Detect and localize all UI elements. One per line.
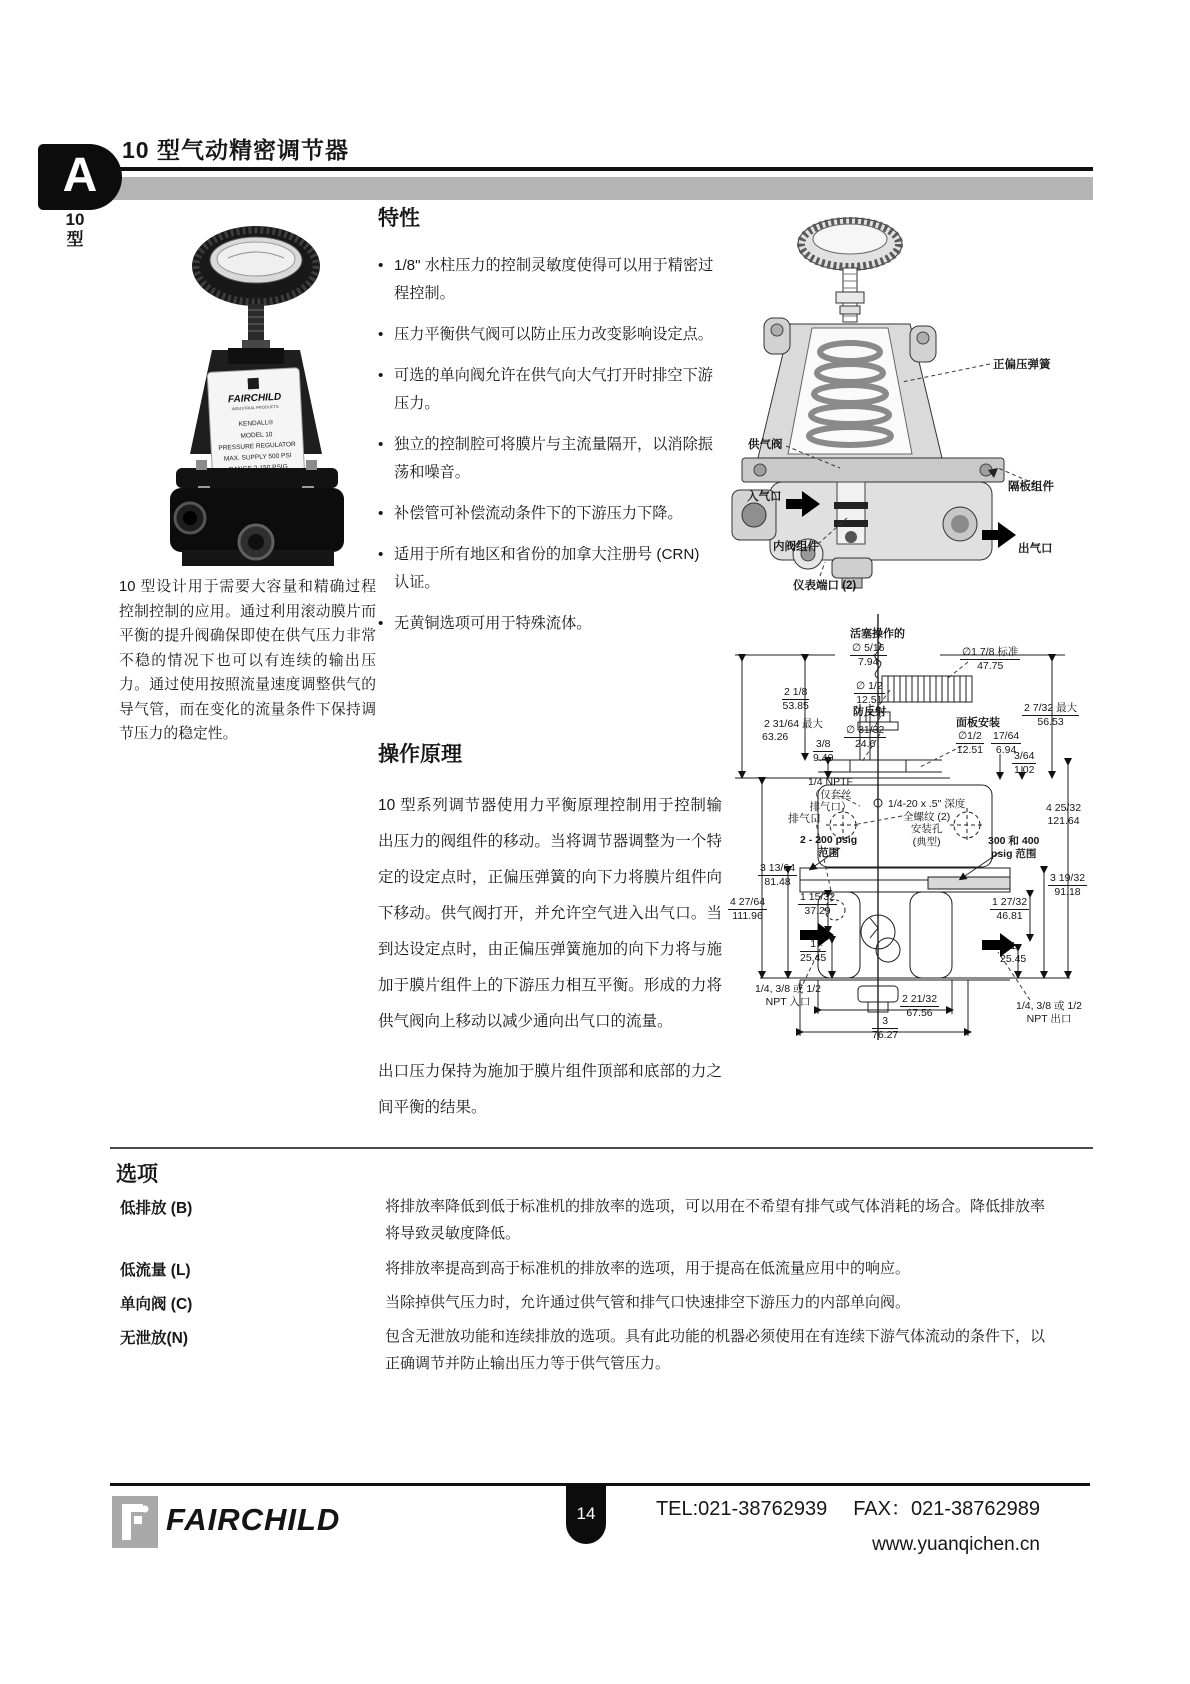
dim-stem-dia: ∅ 5/16 7.94 bbox=[852, 642, 885, 668]
label-inner-valve: 内阀组件 bbox=[773, 541, 819, 553]
cutaway-knob bbox=[798, 218, 902, 270]
label-diaphragm: 隔板组件 bbox=[1008, 481, 1054, 493]
options-heading: 选项 bbox=[116, 1163, 158, 1186]
label-range-high: 300 和 400 psig 范围 bbox=[988, 835, 1040, 860]
cutaway-diagram bbox=[690, 206, 1100, 596]
options-divider bbox=[110, 1147, 1093, 1149]
label-piston-note: 活塞操作的 bbox=[850, 628, 905, 640]
dim-2-1-8: 2 1/8 53.85 bbox=[782, 686, 809, 712]
dim-panel-dia: ∅1/2 12.51 bbox=[956, 730, 984, 756]
dim-3-64: 3/64 1.02 bbox=[1014, 750, 1035, 776]
footer-tel: TEL:021-38762939 bbox=[655, 1498, 828, 1520]
option-desc: 将排放率降低到低于标准机的排放率的选项，可以用在不希望有排气或气体消耗的场合。降低排放率将导致灵敏度降低。 bbox=[385, 1198, 1046, 1242]
feature-item: • 独立的控制腔可将膜片与主流量隔开，以消除振荡和噪音。 bbox=[378, 431, 716, 487]
label-npt-inlet: 1/4, 3/8 或 1/2 NPT 入口 bbox=[755, 983, 821, 1008]
label-gauge-port: 仪表端口 (2) bbox=[793, 580, 857, 592]
label-panel-mount: 面板安装 bbox=[956, 717, 1000, 729]
label-npt-outlet: 1/4, 3/8 或 1/2 NPT 出口 bbox=[1016, 1000, 1082, 1025]
svg-text:FAIRCHILD: FAIRCHILD bbox=[227, 391, 282, 406]
option-label: 单向阀 (C) bbox=[120, 1296, 193, 1313]
page-number-tab bbox=[566, 1484, 606, 1544]
dim-31-32-dia: ∅ 31/32 24.6 bbox=[846, 724, 885, 750]
adjust-knob bbox=[192, 226, 320, 306]
label-bias-spring: 正偏压弹簧 bbox=[993, 359, 1051, 371]
adjust-stem bbox=[242, 304, 270, 351]
option-label: 低排放 (B) bbox=[120, 1200, 193, 1217]
regulator-body bbox=[170, 488, 344, 566]
side-tab bbox=[45, 210, 105, 250]
principle-paragraph-1: 10 型系列调节器使用力平衡原理控制用于控制输出压力的阀组件的移动。当将调节器调整为一个特定的设定点时，正偏压弹簧的向下力将膜片组件向下移动。供气阀打开，并允许空气进入出气口。当到达设定点时，由正偏压弹簧施加的向下力将与施加于膜片组件上的下游压力相互平衡。形成的力将供气阀向上移动以减少通向出气口的流量。 bbox=[378, 797, 722, 1030]
cutaway-flange bbox=[742, 458, 1004, 482]
feature-item: • 适用于所有地区和省份的加拿大注册号 (CRN) 认证。 bbox=[378, 541, 716, 597]
label-anti-reflect: 防反射 bbox=[853, 706, 886, 718]
option-label: 低流量 (L) bbox=[120, 1262, 191, 1279]
label-nptf-exhaust: 1/4 NPTF （仅套丝 排气口） bbox=[808, 776, 853, 813]
footer-contact bbox=[640, 1492, 1040, 1521]
dim-1-27-32: 1 27/32 46.81 bbox=[992, 896, 1028, 922]
fairchild-wordmark: FAIRCHILD bbox=[166, 1502, 341, 1537]
principle-paragraph-2: 出口压力保持为施加于膜片组件顶部和底部的力之间平衡的结果。 bbox=[378, 1063, 722, 1116]
feature-item: • 无黄铜选项可用于特殊流体。 bbox=[378, 610, 716, 638]
svg-text:KENDALL®: KENDALL® bbox=[238, 419, 274, 428]
dim-half-dia: ∅ 1/2 12.51 bbox=[856, 680, 883, 706]
dim-3-19-32: 3 19/32 91.18 bbox=[1050, 872, 1086, 898]
feature-item: • 可选的单向阀允许在供气向大气打开时排空下游压力。 bbox=[378, 362, 716, 418]
option-desc: 将排放率提高到高于标准机的排放率的选项，用于提高在低流量应用中的响应。 bbox=[385, 1260, 911, 1277]
features-list bbox=[378, 252, 716, 638]
label-outlet-port: 出气口 bbox=[1018, 543, 1053, 555]
svg-text:INDUSTRIAL PRODUCTS: INDUSTRIAL PRODUCTS bbox=[231, 403, 279, 412]
dim-3-8: 3/8 9.40 bbox=[813, 738, 834, 764]
feature-item: • 补偿管可补偿流动条件下的下游压力下降。 bbox=[378, 500, 716, 528]
label-exhaust-port: 排气口 bbox=[788, 813, 821, 825]
header-gray-bar bbox=[88, 177, 1093, 200]
svg-text:MODEL 10: MODEL 10 bbox=[240, 431, 273, 440]
dim-3-width: 3 76.27 bbox=[872, 1015, 899, 1041]
footer-website: www.yuanqichen.cn bbox=[872, 1534, 1040, 1555]
dim-3-13-64: 3 13/64 81.48 bbox=[760, 862, 796, 888]
dim-1-left: 1 25.45 bbox=[800, 938, 827, 964]
fairchild-logo-icon bbox=[112, 1496, 158, 1548]
page-number: 14 bbox=[576, 1504, 596, 1523]
option-desc: 当除掉供气压力时，允许通过供气管和排气口快速排空下游压力的内部单向阀。 bbox=[385, 1294, 911, 1311]
principle-heading: 操作原理 bbox=[378, 743, 462, 766]
svg-text:PRESSURE REGULATOR: PRESSURE REGULATOR bbox=[218, 440, 296, 452]
cutaway-stem bbox=[836, 268, 864, 322]
principle-section bbox=[378, 738, 722, 1140]
dim-1-15-32: 1 15/32 37.29 bbox=[800, 891, 836, 917]
section-badge bbox=[38, 144, 122, 210]
option-label: 无泄放(N) bbox=[120, 1330, 189, 1347]
dimension-diagram bbox=[700, 600, 1100, 1052]
dim-4-27-64: 4 27/64 111.96 bbox=[730, 896, 766, 922]
logo-glyph bbox=[112, 1496, 158, 1548]
option-desc: 包含无泄放功能和连续排放的选项。具有此功能的机器必须使用在有连续下游气体流动的条件下，以正确调节并防止输出压力等于供气管压力。 bbox=[385, 1328, 1046, 1372]
intro-paragraph: 10 型设计用于需要大容量和精确过程控制控制的应用。通过利用滚动膜片而平衡的提升阀确保即使在供气压力非常不稳的情况下也可以有连续的输出压力。通过使用按照流量速度调整供气的导气管，而在变化的流量条件下保持调节压力的稳定性。 bbox=[119, 579, 376, 742]
dim-17-64: 17/64 6.94 bbox=[993, 730, 1020, 756]
dim-knob-dia: ∅1 7/8 标准 47.75 bbox=[962, 646, 1019, 672]
label-inlet-port: 入气口 bbox=[747, 491, 782, 503]
dim-2-21-32: 2 21/32 67.56 bbox=[902, 993, 938, 1019]
label-supply-valve: 供气阀 bbox=[748, 439, 783, 451]
dim-2-7-32-max: 2 7/32 最大 56.53 bbox=[1024, 702, 1078, 728]
svg-text:MAX. SUPPLY 500 PSI: MAX. SUPPLY 500 PSI bbox=[223, 452, 292, 463]
features-section bbox=[378, 202, 716, 651]
features-heading: 特性 bbox=[378, 207, 420, 230]
feature-item: • 压力平衡供气阀可以防止压力改变影响设定点。 bbox=[378, 321, 716, 349]
inner-valve-assembly bbox=[834, 482, 868, 544]
footer-fax: FAX：021-38762989 bbox=[853, 1498, 1040, 1520]
product-photo bbox=[158, 220, 362, 572]
label-range-low: 2 - 200 psig 范围 bbox=[800, 834, 858, 859]
dim-1-right: 1 25.45 bbox=[1000, 940, 1027, 965]
dim-2-31-64-max: 2 31/64 最大 63.26 bbox=[762, 718, 823, 743]
cutaway-drawing bbox=[690, 206, 1100, 596]
side-tab-number: 10 bbox=[65, 210, 85, 229]
page-title: 10 型气动精密调节器 bbox=[122, 137, 349, 163]
label-mounting-holes: 1/4-20 x .5" 深度 全螺纹 (2) 安装孔 (典型) bbox=[888, 798, 966, 848]
dim-4-25-32: 4 25/32 121.64 bbox=[1046, 802, 1082, 827]
feature-item: • 1/8" 水柱压力的控制灵敏度使得可以用于精密过程控制。 bbox=[378, 252, 716, 308]
section-letter: A bbox=[62, 148, 98, 202]
title-underline bbox=[88, 167, 1093, 171]
side-tab-type: 型 bbox=[66, 230, 84, 249]
